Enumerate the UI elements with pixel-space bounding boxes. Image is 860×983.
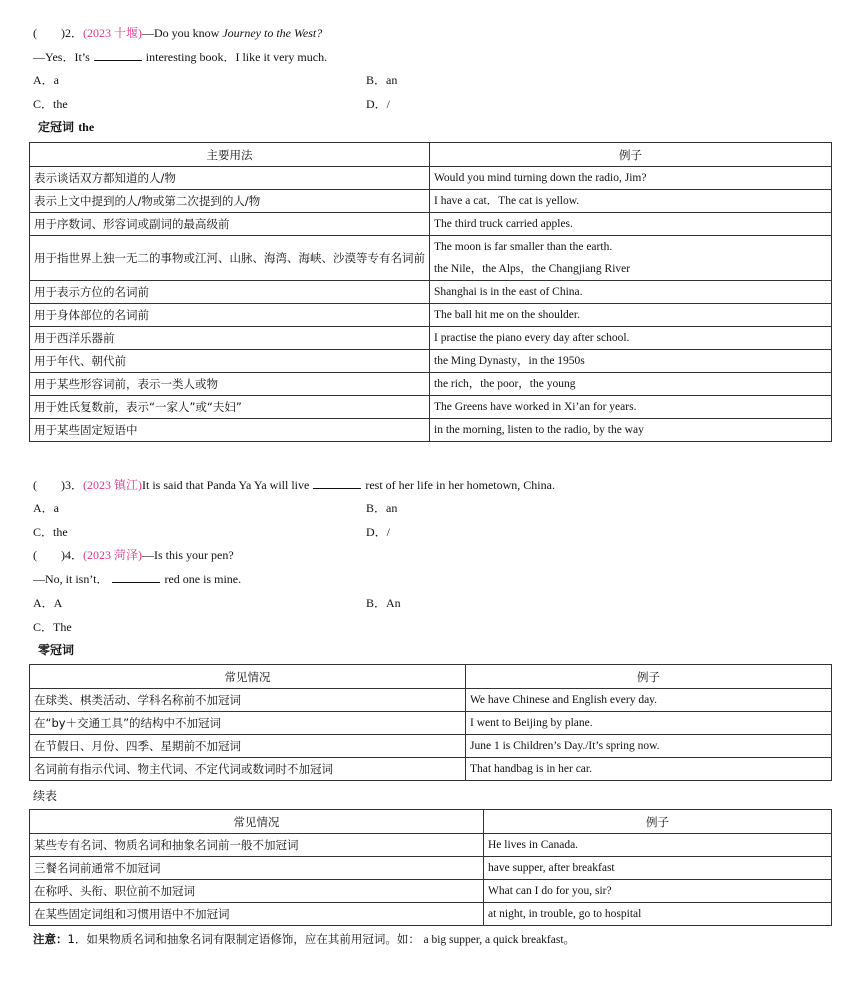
usage-cell: 在球类、棋类活动、学科名称前不加冠词	[30, 689, 466, 712]
continued-table	[29, 809, 832, 926]
table-row	[30, 712, 832, 735]
answer-blank[interactable]	[112, 572, 160, 583]
table-row	[30, 689, 832, 712]
column-header-usage: 主要用法	[30, 143, 430, 167]
usage-cell: 在称呼、头衔、职位前不加冠词	[30, 880, 484, 903]
continued-label: 续表	[33, 789, 58, 803]
option-b[interactable]: B．An	[366, 596, 401, 610]
question-2-answer: —Yes．It’s interesting book．I like it very much.	[33, 50, 328, 64]
column-header-situation: 常见情况	[30, 665, 466, 689]
note-label: 注意：	[33, 932, 68, 946]
example-cell: He lives in Canada.	[484, 834, 832, 857]
example-cell: We have Chinese and English every day.	[466, 689, 832, 712]
answer-blank[interactable]	[313, 478, 361, 489]
answer-blank[interactable]	[94, 50, 142, 61]
example-cell	[430, 304, 832, 327]
question-source: (2023 镇江)	[83, 478, 142, 492]
usage-cell: 用于某些固定短语中	[30, 419, 430, 442]
table-row	[30, 350, 832, 373]
example-cell: have supper, after breakfast	[484, 857, 832, 880]
table-row	[30, 419, 832, 442]
question-number: ( )3．	[33, 478, 83, 492]
table-row	[30, 903, 832, 926]
usage-cell: 用于表示方位的名词前	[30, 281, 430, 304]
question-4-stem: ( )4．(2023 菏泽)—Is this your pen?	[33, 548, 234, 562]
column-header-example: 例子	[484, 810, 832, 834]
option-d[interactable]: D．/	[366, 97, 391, 111]
table-row	[30, 281, 832, 304]
example-cell	[430, 327, 832, 350]
usage-cell: 用于指世界上独一无二的事物或江河、山脉、海湾、海峡、沙漠等专有名词前	[30, 236, 430, 281]
example-line: Would you mind turning down the radio, Jim?	[434, 172, 647, 184]
example-line: in the morning, listen to the radio, by the way	[434, 424, 644, 436]
example-cell	[430, 373, 832, 396]
table-row	[30, 213, 832, 236]
usage-cell: 在某些固定词组和习惯用语中不加冠词	[30, 903, 484, 926]
example-line: The ball hit me on the shoulder.	[434, 309, 580, 321]
usage-cell: 表示上文中提到的人/物或第二次提到的人/物	[30, 190, 430, 213]
example-cell: What can I do for you, sir?	[484, 880, 832, 903]
example-cell: June 1 is Children’s Day./It’s spring now.	[466, 735, 832, 758]
definite-table-body	[30, 167, 832, 442]
usage-cell: 用于年代、朝代前	[30, 350, 430, 373]
example-line: The moon is far smaller than the earth.	[434, 241, 613, 253]
continued-table-body	[30, 834, 832, 926]
table-row	[30, 735, 832, 758]
usage-cell: 在节假日、月份、四季、星期前不加冠词	[30, 735, 466, 758]
table-row	[30, 190, 832, 213]
table-row	[30, 758, 832, 781]
option-c[interactable]: C．the	[33, 525, 68, 539]
example-cell	[430, 213, 832, 236]
zero-table-body	[30, 689, 832, 781]
option-c[interactable]: C．the	[33, 97, 68, 111]
table-row	[30, 373, 832, 396]
example-line: The Greens have worked in Xi’an for years.	[434, 401, 637, 413]
example-line: I have a cat．The cat is yellow.	[434, 195, 580, 207]
zero-article-heading: 零冠词	[38, 643, 75, 657]
usage-cell: 用于姓氏复数前，表示“一家人”或“夫妇”	[30, 396, 430, 419]
example-cell: I went to Beijing by plane.	[466, 712, 832, 735]
column-header-example: 例子	[430, 143, 832, 167]
table-row	[30, 167, 832, 190]
option-a[interactable]: A．a	[33, 73, 59, 87]
option-a[interactable]: A．a	[33, 501, 59, 515]
question-source: (2023 菏泽)	[83, 548, 142, 562]
example-cell	[430, 419, 832, 442]
table-row	[30, 327, 832, 350]
example-cell	[430, 236, 832, 281]
option-c[interactable]: C．The	[33, 620, 72, 634]
usage-cell: 在“by＋交通工具”的结构中不加冠词	[30, 712, 466, 735]
option-a[interactable]: A．A	[33, 596, 63, 610]
example-cell: at night, in trouble, go to hospital	[484, 903, 832, 926]
column-header-example: 例子	[466, 665, 832, 689]
example-line: the Nile，the Alps，the Changjiang River	[434, 263, 631, 275]
example-line: Shanghai is in the east of China.	[434, 286, 583, 298]
question-2-stem: ( )2．(2023 十堰)—Do you know Journey to the West?	[33, 26, 323, 40]
zero-article-table	[29, 664, 832, 781]
table-row	[30, 857, 832, 880]
question-4-answer: —No, it isn’t． red one is mine.	[33, 572, 242, 586]
example-cell	[430, 167, 832, 190]
example-line: I practise the piano every day after school.	[434, 332, 630, 344]
usage-cell: 某些专有名词、物质名词和抽象名词前一般不加冠词	[30, 834, 484, 857]
usage-cell: 三餐名词前通常不加冠词	[30, 857, 484, 880]
example-line: the rich，the poor，the young	[434, 378, 576, 390]
usage-cell: 用于西洋乐器前	[30, 327, 430, 350]
table-row	[30, 304, 832, 327]
option-b[interactable]: B．an	[366, 501, 398, 515]
example-cell: That handbag is in her car.	[466, 758, 832, 781]
option-b[interactable]: B．an	[366, 73, 398, 87]
question-source: (2023 十堰)	[83, 26, 142, 40]
question-3-stem: ( )3．(2023 镇江)It is said that Panda Ya Ya will live rest of her life in her hometown, China.	[33, 478, 555, 492]
usage-cell: 表示谈话双方都知道的人/物	[30, 167, 430, 190]
table-row	[30, 396, 832, 419]
table-row	[30, 834, 832, 857]
table-row	[30, 880, 832, 903]
note: 注意：1．如果物质名词和抽象名词有限制定语修饰，应在其前用冠词。如： a big supper, a quick breakfast。	[33, 932, 576, 946]
example-cell	[430, 190, 832, 213]
usage-cell: 名词前有指示代词、物主代词、不定代词或数词时不加冠词	[30, 758, 466, 781]
column-header-situation: 常见情况	[30, 810, 484, 834]
example-cell	[430, 396, 832, 419]
usage-cell: 用于序数词、形容词或副词的最高级前	[30, 213, 430, 236]
usage-cell: 用于身体部位的名词前	[30, 304, 430, 327]
question-number: ( )4．	[33, 548, 83, 562]
definite-article-heading: 定冠词 the	[38, 120, 95, 134]
example-cell	[430, 350, 832, 373]
usage-cell: 用于某些形容词前，表示一类人或物	[30, 373, 430, 396]
example-cell	[430, 281, 832, 304]
definite-article-table	[29, 142, 832, 442]
example-line: The third truck carried apples.	[434, 218, 573, 230]
question-number: ( )2．	[33, 26, 83, 40]
example-line: the Ming Dynasty，in the 1950s	[434, 355, 585, 367]
table-row	[30, 236, 832, 281]
option-d[interactable]: D．/	[366, 525, 391, 539]
